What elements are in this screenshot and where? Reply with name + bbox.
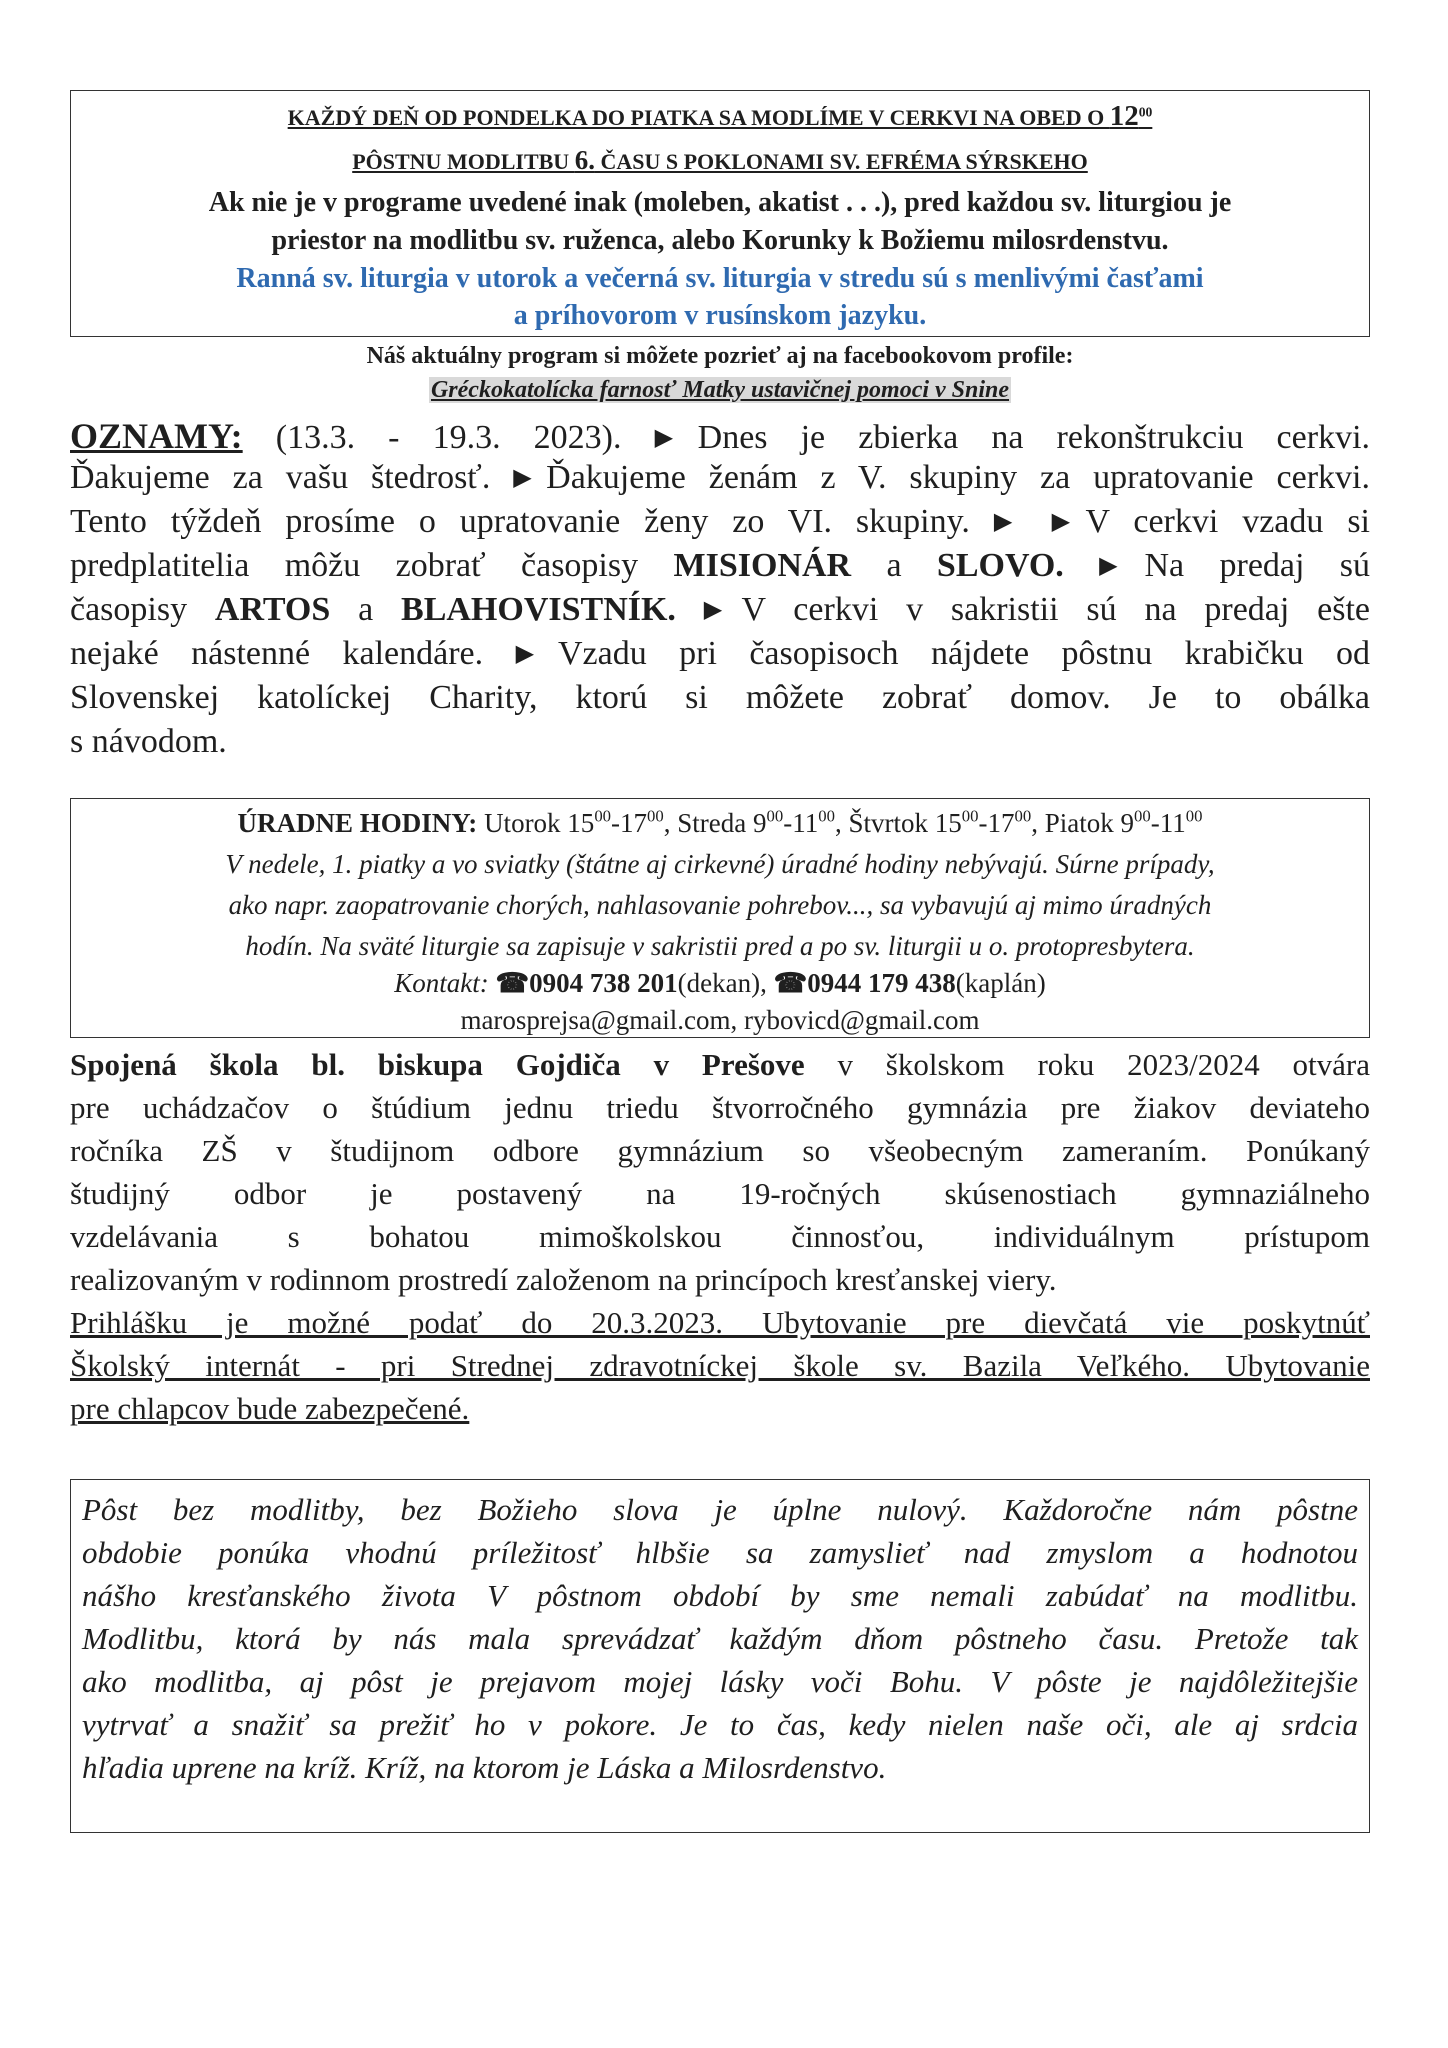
school-line: realizovaným v rodinnom prostredí založenom na princípoch kresťanskej viery.: [70, 1262, 1057, 1297]
bullet-icon: ▶: [515, 641, 558, 667]
rosary-note-line-2: priestor na modlitbu sv. ruženca, alebo Korunky k Božiemu milosrdenstvu.: [271, 225, 1169, 256]
liturgy-note-line-1: Ranná sv. liturgia v utorok a večerná sv. liturgia v stredu sú s menlivými časťami: [236, 263, 1204, 294]
office-hours-line: ÚRADNE HODINY: Utorok $15^{00}-17^{00}$, Streda $9^{00}-11^{00}$, Štvrtok $15^{00}-17^{00}$, Piatok $9^{00}-11^{00}$: [237, 806, 1203, 838]
phone-dekan: 0904 738 201: [529, 968, 678, 998]
application-note: Školský internát - pri Strednej zdravotníckej škole sv. Bazila Veľkého. Ubytovanie: [70, 1348, 1370, 1383]
liturgy-note-line-2: a príhovorom v rusínskom jazyku.: [513, 300, 927, 331]
announcement-line: predplatitelia môžu zobrať časopisy MISIONÁR a SLOVO. ▶Na predaj sú: [70, 547, 1371, 584]
reflection-line: hľadia uprene na kríž. Kríž, na ktorom je Láska a Milosrdenstvo.: [82, 1750, 887, 1785]
phone-icon: ☎: [773, 968, 808, 998]
announcement-line: Slovenskej katolíckej Charity, ktorú si môžete zobrať domov. Je to obálka: [70, 679, 1370, 716]
bullet-icon: ▶: [1099, 553, 1145, 579]
rosary-note-line-1: Ak nie je v programe uvedené inak (moleben, akatist . . .), pred každou sv. liturgiou je: [208, 187, 1232, 218]
application-note: Prihlášku je možné podať do 20.3.2023. Ubytovanie pre dievčatá vie poskytnúť: [70, 1305, 1370, 1340]
school-line: vzdelávania s bohatou mimoškolskou činnosťou, individuálnym prístupom: [70, 1219, 1370, 1254]
school-line: študijný odbor je postavený na 19-ročných skúsenostiach gymnaziálneho: [70, 1176, 1370, 1211]
announcement-line: časopisy ARTOS a BLAHOVISTNÍK. ▶V cerkvi v sakristii sú na predaj ešte: [70, 591, 1371, 628]
announcements-heading: OZNAMY:: [70, 416, 243, 456]
reflection-line: obdobie ponúka vhodnú príležitosť hlbšie sa zamyslieť nad zmyslom a hodnotou: [82, 1535, 1358, 1570]
contact-emails[interactable]: marosprejsa@gmail.com, rybovicd@gmail.com: [460, 1005, 980, 1035]
announcement-line: Tento týždeň prosíme o upratovanie ženy zo VI. skupiny. ▶ ▶V cerkvi vzadu si: [70, 503, 1370, 540]
school-line: pre uchádzačov o štúdium jednu triedu štvorročného gymnázia pre žiakov deviateho: [70, 1090, 1370, 1125]
reflection-line: vytrvať a snažiť sa prežiť ho v pokore. Je to čas, kedy nielen naše oči, ale aj srdcia: [82, 1707, 1358, 1742]
daily-prayer-heading: KAŽDÝ DEŇ OD PONDELKA DO PIATKA SA MODLÍME V CERKVI NA OBED O $12^{00}$: [287, 100, 1153, 132]
bullet-icon: ▶: [993, 509, 1028, 535]
lenten-prayer-heading: PÔSTNU MODLITBU 6. ČASU S POKLONAMI SV. EFRÉMA SÝRSKEHO: [352, 145, 1088, 175]
bullet-icon: ▶: [654, 425, 698, 451]
bullet-icon: ▶: [1051, 509, 1086, 535]
reflection-line: ako modlitba, aj pôst je prejavom mojej lásky voči Bohu. V pôste je najdôležitejšie: [82, 1664, 1358, 1699]
office-hours-note: V nedele, 1. piatky a vo sviatky (štátne aj cirkevné) úradné hodiny nebývajú. Súrne prípady,: [225, 849, 1215, 879]
phone-kaplan: 0944 179 438: [807, 968, 956, 998]
reflection-line: Pôst bez modlitby, bez Božieho slova je úplne nulový. Každoročne nám pôstne: [82, 1492, 1358, 1527]
facebook-intro: Náš aktuálny program si môžete pozrieť aj na facebookovom profile:: [366, 343, 1074, 369]
reflection-line: Modlitbu, ktorá by nás mala sprevádzať každým dňom pôstneho času. Pretože tak: [82, 1621, 1358, 1656]
announcement-line: Ďakujeme za vašu štedrosť. ▶Ďakujeme ženám z V. skupiny za upratovanie cerkvi.: [70, 459, 1370, 496]
announcement-line: s návodom.: [70, 723, 227, 760]
school-line: Spojená škola bl. biskupa Gojdiča v Prešove v školskom roku 2023/2024 otvára: [70, 1047, 1371, 1082]
contact-line: Kontakt: ☎0904 738 201(dekan), ☎0944 179 438(kaplán): [394, 968, 1046, 998]
office-hours-note: ako napr. zaopatrovanie chorých, nahlasovanie pohrebov..., sa vybavujú aj mimo úradných: [228, 890, 1212, 920]
school-line: ročníka ZŠ v študijnom odbore gymnázium so všeobecným zameraním. Ponúkaný: [70, 1133, 1370, 1168]
application-note: pre chlapcov bude zabezpečené.: [70, 1391, 470, 1426]
reflection-line: nášho kresťanského života V pôstnom období by sme nemali zabúdať na modlitbu.: [82, 1578, 1358, 1613]
announcement-line: OZNAMY: (13.3. - 19.3. 2023). ▶Dnes je zbierka na rekonštrukciu cerkvi.: [70, 416, 1371, 456]
announcement-line: nejaké nástenné kalendáre. ▶Vzadu pri časopisoch nájdete pôstnu krabičku od: [70, 635, 1371, 672]
bullet-icon: ▶: [703, 597, 742, 623]
facebook-profile-link[interactable]: Gréckokatolícka farnosť Matky ustavičnej pomoci v Snine: [430, 377, 1010, 403]
phone-icon: ☎: [495, 968, 530, 998]
office-hours-note: hodín. Na sväté liturgie sa zapisuje v sakristii pred a po sv. liturgii u o. protopresbytera.: [245, 931, 1195, 961]
bullet-icon: ▶: [513, 465, 547, 491]
